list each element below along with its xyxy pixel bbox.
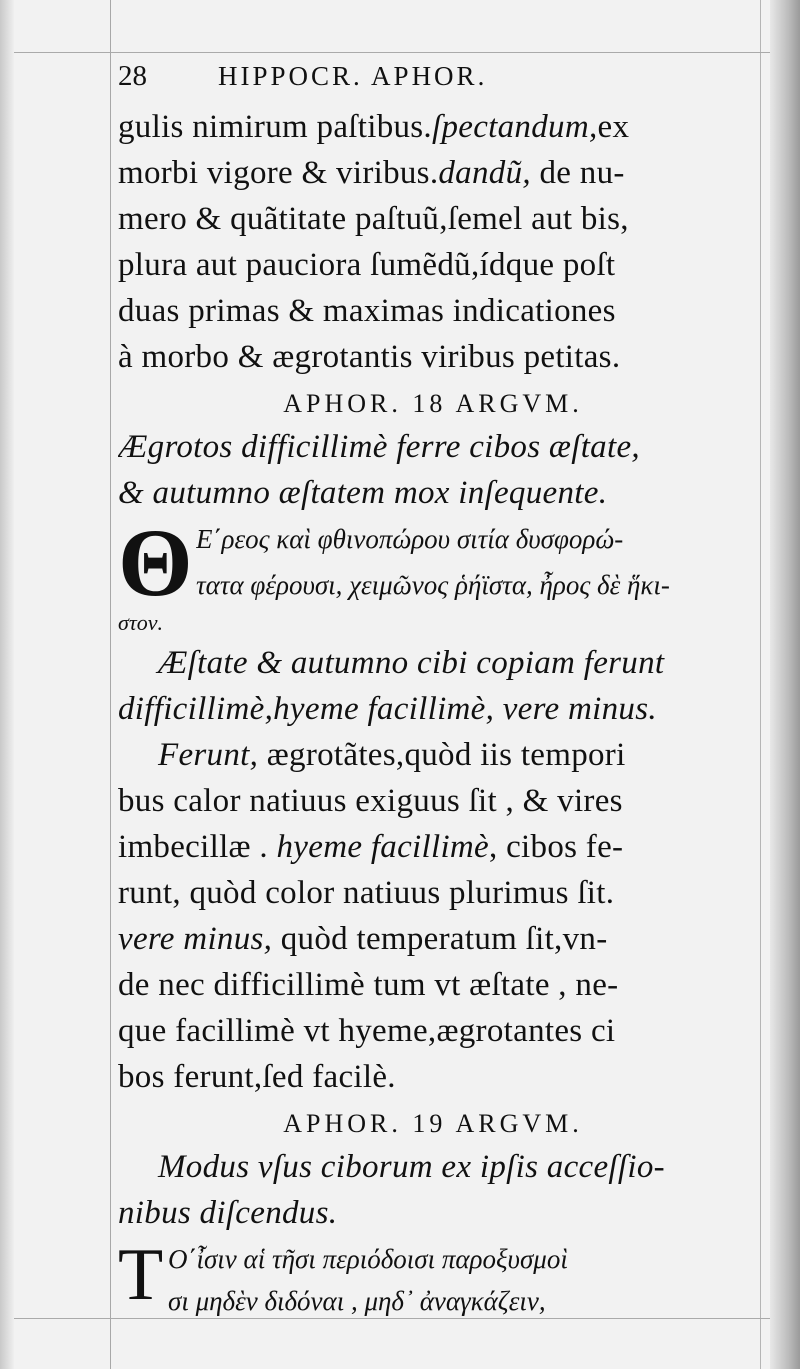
text-line: duas primas & maximas indicationes xyxy=(118,293,616,329)
margin-rule-left xyxy=(110,0,111,1369)
greek-line: τατα φέρουσι, χειμῶνος ῥήϊστα, ἦρος δὲ ἥκι- xyxy=(196,570,670,600)
argument-line: Modus vſus ciborum ex ipſis acceſſio- xyxy=(158,1149,665,1185)
translation-line: difficillimè,hyeme facillimè, vere minus. xyxy=(118,691,657,727)
text-line: vere minus, quòd temperatum ſit,vn- xyxy=(118,921,608,957)
aphorism-19-greek xyxy=(118,1234,748,1330)
aphorism-18-greek xyxy=(118,509,748,640)
greek-line: Ε΄ρεος καὶ φθινοπώρου σιτία δυσφορώ- xyxy=(196,524,624,554)
aphorism-18-translation xyxy=(118,640,748,732)
text-line: imbecillæ . hyeme facillimè, cibos fe- xyxy=(118,829,624,865)
text-line: morbi vigore & viribus.dandũ, de nu- xyxy=(118,155,625,191)
text-line: bos ferunt,ſed facilè. xyxy=(118,1059,396,1095)
text-line: mero & quãtitate paſtuũ,ſemel aut bis, xyxy=(118,201,629,237)
margin-rule-right xyxy=(760,0,761,1369)
greek-line: σι μηδὲν διδόναι , μηδ᾽ ἀναγκάζειν, xyxy=(168,1286,546,1316)
commentary-17 xyxy=(118,104,748,380)
greek-line: στον. xyxy=(118,610,163,635)
text-line: Ferunt, ægrotãtes,quòd iis tempori xyxy=(158,737,626,773)
text-line: plura aut pauciora ſumẽdũ,ídque poſt xyxy=(118,247,616,283)
text-line: bus calor natiuus exiguus ſit , & vires xyxy=(118,783,623,819)
aphorism-18-heading: APHOR. 18 ARGVM. xyxy=(283,389,583,418)
translation-line: Æſtate & autumno cibi copiam ferunt xyxy=(158,645,665,681)
aphorism-19-argument xyxy=(118,1144,748,1236)
aphorism-19-heading: APHOR. 19 ARGVM. xyxy=(283,1109,583,1138)
page-number: 28 xyxy=(118,60,147,92)
running-title: HIPPOCR. APHOR. xyxy=(218,61,488,91)
text-line: runt, quòd color natiuus plurimus ſit. xyxy=(118,875,615,911)
text-line: gulis nimirum paſtibus.ſpectandum,ex xyxy=(118,109,630,145)
greek-line: Ο΄ἶσιν αἱ τῆσι περιόδοισι παροξυσμοὶ xyxy=(168,1244,568,1274)
running-head xyxy=(118,60,748,104)
rule-top xyxy=(14,52,770,53)
drop-cap: T xyxy=(118,1234,164,1316)
argument-line: & autumno æſtatem mox inſequente. xyxy=(118,475,608,511)
argument-line: Ægrotos difficillimè ferre cibos æſtate, xyxy=(118,429,640,465)
drop-cap: Θ xyxy=(118,509,193,616)
page-left-edge xyxy=(0,0,14,1369)
text-line: de nec difficillimè tum vt æſtate , ne- xyxy=(118,967,619,1003)
commentary-18 xyxy=(118,732,748,1100)
text-line: à morbo & ægrotantis viribus petitas. xyxy=(118,339,621,375)
aphorism-18-argument xyxy=(118,424,748,516)
text-page xyxy=(118,60,748,1330)
page-right-edge xyxy=(770,0,800,1369)
argument-line: nibus diſcendus. xyxy=(118,1195,338,1231)
text-line: que facillimè vt hyeme,ægrotantes ci xyxy=(118,1013,616,1049)
